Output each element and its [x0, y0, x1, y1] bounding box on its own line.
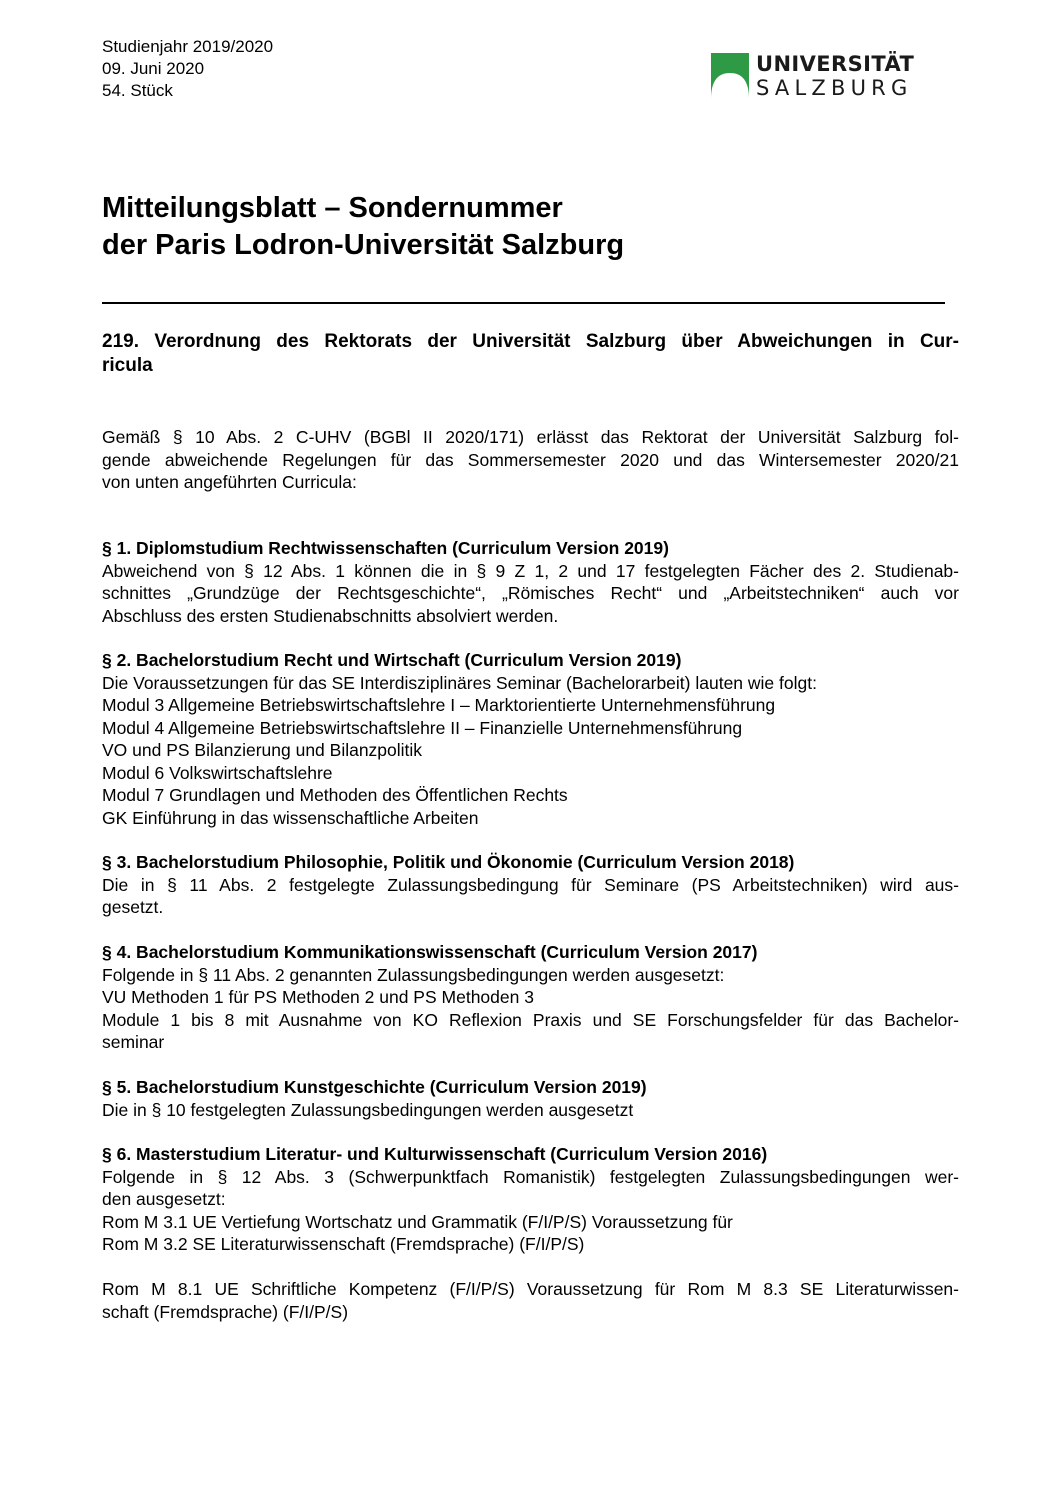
- section-line: Rom M 8.1 UE Schriftliche Kompetenz (F/I/P/S) Voraussetzung für Rom M 8.3 SE Literaturwissen-: [102, 1279, 959, 1299]
- regulation-heading: [102, 330, 959, 378]
- section-line: Die in § 11 Abs. 2 festgelegte Zulassungsbedingung für Seminare (PS Arbeitstechniken) wird aus-: [102, 874, 959, 895]
- intro-line: gende abweichende Regelungen für das Sommersemester 2020 und das Wintersemester 2020/21: [102, 449, 959, 470]
- section-line: VO und PS Bilanzierung und Bilanzpolitik: [102, 740, 423, 760]
- section-title: § 2. Bachelorstudium Recht und Wirtschaft (Curriculum Version 2019): [102, 650, 682, 670]
- intro-paragraph: [102, 426, 959, 494]
- document-meta: [102, 36, 273, 102]
- logo-mark-icon: [711, 53, 749, 99]
- section-line: Modul 4 Allgemeine Betriebswirtschaftslehre II – Finanzielle Unternehmensführung: [102, 717, 743, 738]
- section-line: Rom M 3.2 SE Literaturwissenschaft (Fremdsprache) (F/I/P/S): [102, 1234, 585, 1254]
- section-title: § 3. Bachelorstudium Philosophie, Politik und Ökonomie (Curriculum Version 2018): [102, 852, 795, 872]
- section-line: VU Methoden 1 für PS Methoden 2 und PS Methoden 3: [102, 987, 534, 1007]
- logo-word-universitaet: UNIVERSITÄT: [756, 52, 915, 76]
- section-line: Folgende in § 11 Abs. 2 genannten Zulassungsbedingungen werden ausgesetzt:: [102, 964, 725, 985]
- section-line: schaft (Fremdsprache) (F/I/P/S): [102, 1301, 349, 1322]
- section-line: Module 1 bis 8 mit Ausnahme von KO Reflexion Praxis und SE Forschungsfelder für das Bachelor-: [102, 1009, 959, 1030]
- section-title: § 6. Masterstudium Literatur- und Kulturwissenschaft (Curriculum Version 2016): [102, 1144, 768, 1164]
- section-title: § 5. Bachelorstudium Kunstgeschichte (Curriculum Version 2019): [102, 1077, 647, 1097]
- section-line: Folgende in § 12 Abs. 3 (Schwerpunktfach Romanistik) festgelegten Zulassungsbedingungen wer-: [102, 1166, 959, 1187]
- logo-word-salzburg: SALZBURG: [756, 76, 913, 100]
- university-logo: [711, 53, 921, 103]
- blank-line: [102, 1256, 959, 1279]
- section-line: Rom M 3.1 UE Vertiefung Wortschatz und Grammatik (F/I/P/S) Voraussetzung für: [102, 1211, 733, 1232]
- section-line: Modul 7 Grundlagen und Methoden des Öffentlichen Rechts: [102, 785, 568, 805]
- section-2: [102, 649, 959, 829]
- issue-date: 09. Juni 2020: [102, 59, 205, 78]
- section-line: den ausgesetzt:: [102, 1189, 226, 1209]
- section-line: Die in § 10 festgelegten Zulassungsbedingungen werden ausgesetzt: [102, 1099, 634, 1120]
- page-title: [102, 190, 624, 264]
- title-line: der Paris Lodron-Universität Salzburg: [102, 229, 625, 261]
- intro-line: Gemäß § 10 Abs. 2 C-UHV (BGBl II 2020/171) erlässt das Rektorat der Universität Salzburg fol-: [102, 427, 959, 447]
- section-line: Modul 3 Allgemeine Betriebswirtschaftslehre I – Marktorientierte Unternehmensführung: [102, 695, 776, 715]
- heading-line: 219. Verordnung des Rektorats der Universität Salzburg über Abweichungen in Cur-: [102, 331, 959, 352]
- section-line: GK Einführung in das wissenschaftliche Arbeiten: [102, 807, 479, 828]
- section-title: § 4. Bachelorstudium Kommunikationswissenschaft (Curriculum Version 2017): [102, 942, 758, 962]
- academic-year: Studienjahr 2019/2020: [102, 37, 274, 56]
- section-line: Modul 6 Volkswirtschaftslehre: [102, 762, 333, 783]
- intro-line: von unten angeführten Curricula:: [102, 472, 357, 492]
- section-3: [102, 851, 959, 919]
- section-line: Die Voraussetzungen für das SE Interdisziplinäres Seminar (Bachelorarbeit) lauten wie folgt:: [102, 672, 817, 693]
- heading-line: ricula: [102, 355, 153, 376]
- divider: [102, 302, 945, 304]
- section-5: [102, 1076, 959, 1121]
- section-title: § 1. Diplomstudium Rechtwissenschaften (Curriculum Version 2019): [102, 538, 669, 558]
- title-line: Mitteilungsblatt – Sondernummer: [102, 192, 563, 224]
- section-line: Abschluss des ersten Studienabschnitts absolviert werden.: [102, 605, 559, 626]
- section-line: schnittes „Grundzüge der Rechtsgeschichte“, „Römisches Recht“ und „Arbeitstechniken“ auch vor: [102, 583, 959, 603]
- section-line: seminar: [102, 1032, 165, 1052]
- section-1: [102, 537, 959, 627]
- section-6: [102, 1143, 959, 1323]
- issue-number: 54. Stück: [102, 81, 173, 100]
- section-line: Abweichend von § 12 Abs. 1 können die in § 9 Z 1, 2 und 17 festgelegten Fächer des 2. Studienab-: [102, 560, 959, 581]
- section-4: [102, 941, 959, 1054]
- section-line: gesetzt.: [102, 897, 164, 917]
